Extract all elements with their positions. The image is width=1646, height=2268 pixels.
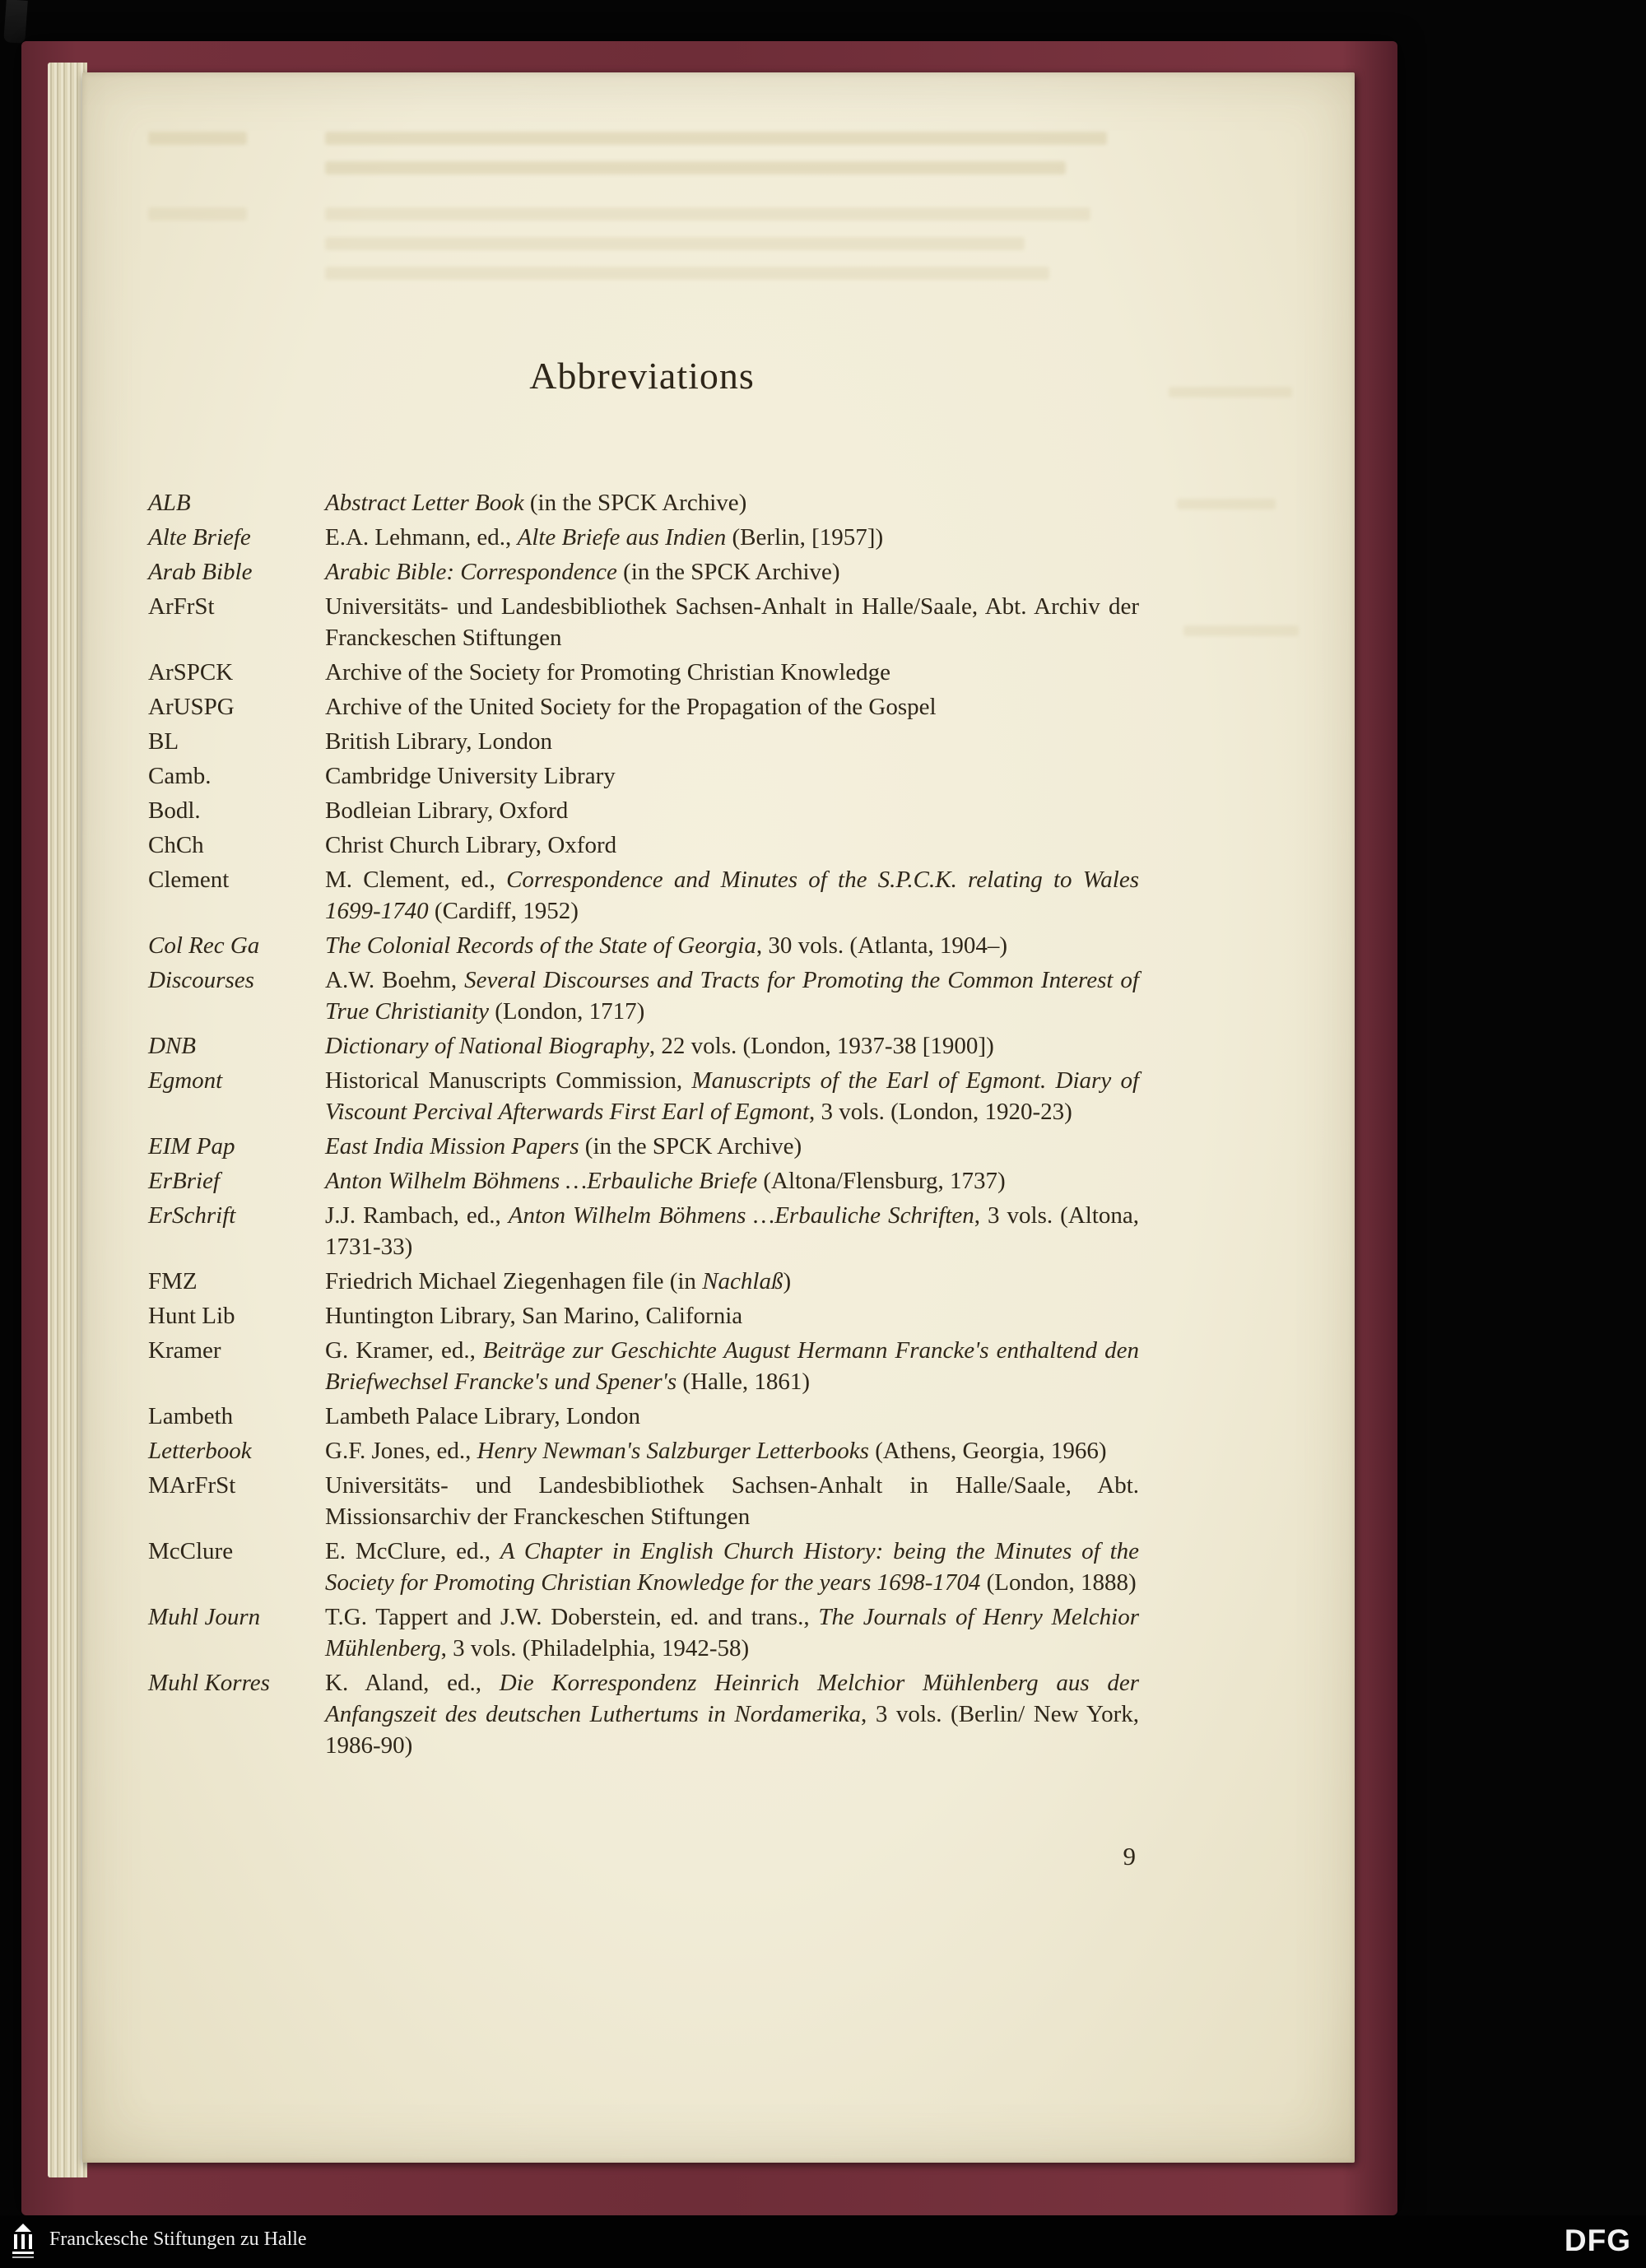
abbreviation-entry: [148, 1065, 1139, 1127]
entry-abbr: Lambeth: [148, 1403, 234, 1429]
entry-abbr: BL: [148, 728, 179, 755]
entry-text-segment: The Colonial Records of the State of Georgia: [325, 932, 756, 959]
entry-text-segment: Die Korrespondenz Heinrich Melchior Mühlenberg aus der Anfangszeit des deutschen Luthertums in Nordamerika: [325, 1670, 1139, 1727]
entry-desc: [325, 556, 1139, 588]
entry-abbr: Alte Briefe: [148, 524, 251, 551]
abbreviation-entry: [148, 1131, 1139, 1162]
abbreviation-entry: [148, 864, 1139, 927]
entry-desc: [325, 1266, 1139, 1297]
entry-text-segment: Nachlaß: [702, 1268, 783, 1294]
abbreviation-entry: [148, 591, 1139, 653]
entry-text-segment: Abstract Letter Book: [325, 490, 524, 516]
entry-text-segment: Friedrich Michael Ziegenhagen file (in: [325, 1268, 703, 1294]
entry-desc: [325, 1200, 1139, 1262]
entry-desc: [325, 1131, 1139, 1162]
entry-desc: [325, 1165, 1139, 1197]
entry-text-segment: (in the SPCK Archive): [616, 559, 840, 585]
abbreviation-entry: [148, 1165, 1139, 1197]
abbreviation-list: [148, 487, 1139, 1764]
entry-desc: [325, 1601, 1139, 1664]
entry-abbr: ErBrief: [148, 1168, 220, 1194]
abbreviation-entry: [148, 1300, 1139, 1332]
entry-text-segment: East India Mission Papers: [325, 1133, 579, 1160]
entry-text-segment: Historical Manuscripts Commission,: [325, 1067, 692, 1094]
entry-text-segment: Huntington Library, San Marino, California: [325, 1303, 743, 1329]
franckesche-stiftungen-logo: [7, 2222, 40, 2261]
entry-text-segment: Bodleian Library, Oxford: [325, 797, 569, 824]
entry-desc: [325, 1065, 1139, 1127]
entry-abbr: EIM Pap: [148, 1133, 235, 1160]
entry-text-segment: ): [783, 1268, 792, 1294]
abbreviation-entry: [148, 1667, 1139, 1761]
entry-abbr: ALB: [148, 490, 191, 516]
entry-text-segment: Universitäts- und Landesbibliothek Sachsen-Anhalt in Halle/Saale, Abt. Archiv der Franckeschen Stiftungen: [325, 593, 1139, 651]
entry-text-segment: , 3 vols. (Philadelphia, 1942-58): [440, 1635, 750, 1661]
entry-desc: [325, 760, 1139, 792]
entry-abbr: Hunt Lib: [148, 1303, 235, 1329]
entry-text-segment: British Library, London: [325, 728, 552, 755]
entry-text-segment: (in the SPCK Archive): [523, 490, 747, 516]
ghost-showthrough: [148, 132, 247, 145]
entry-desc: [325, 864, 1139, 927]
abbreviation-entry: [148, 556, 1139, 588]
entry-text-segment: Alte Briefe aus Indien: [517, 524, 727, 551]
ghost-showthrough: [325, 161, 1066, 174]
entry-text-segment: (Halle, 1861): [677, 1369, 811, 1395]
entry-text-segment: G.F. Jones, ed.,: [325, 1438, 477, 1464]
entry-text-segment: Several Discourses and Tracts for Promoting the Common Interest of True Christianity: [325, 967, 1139, 1025]
entry-abbr: Bodl.: [148, 797, 201, 824]
abbreviation-entry: [148, 1536, 1139, 1598]
ghost-showthrough: [325, 237, 1025, 250]
entry-text-segment: Anton Wilhelm Böhmens …Erbauliche Schriften: [508, 1202, 974, 1229]
entry-desc: [325, 830, 1139, 861]
abbreviation-entry: [148, 1266, 1139, 1297]
stacked-page-edges: [48, 63, 87, 2177]
ghost-showthrough: [1169, 387, 1292, 397]
entry-abbr: ArSPCK: [148, 659, 234, 686]
entry-text-segment: , 30 vols. (Atlanta, 1904–): [756, 932, 1008, 959]
entry-desc: [325, 726, 1139, 757]
entry-text-segment: (London, 1717): [489, 998, 645, 1025]
entry-text-segment: Anton Wilhelm Böhmens …Erbauliche Briefe: [325, 1168, 758, 1194]
entry-desc: [325, 1470, 1139, 1532]
entry-text-segment: , 3 vols. (London, 1920-23): [809, 1099, 1072, 1125]
entry-abbr: ChCh: [148, 832, 204, 858]
entry-desc: [325, 1401, 1139, 1432]
entry-abbr: FMZ: [148, 1268, 198, 1294]
ghost-showthrough: [325, 132, 1107, 145]
entry-text-segment: The Journals of Henry Melchior Mühlenberg: [325, 1604, 1139, 1661]
entry-text-segment: Archive of the Society for Promoting Christian Knowledge: [325, 659, 891, 686]
abbreviation-entry: [148, 795, 1139, 826]
abbreviation-entry: [148, 522, 1139, 553]
entry-text-segment: Archive of the United Society for the Propagation of the Gospel: [325, 694, 937, 720]
entry-desc: [325, 522, 1139, 553]
entry-text-segment: (Berlin, [1957]): [726, 524, 884, 551]
entry-text-segment: M. Clement, ed.,: [325, 867, 507, 893]
entry-abbr: DNB: [148, 1033, 196, 1059]
ghost-showthrough: [325, 207, 1090, 221]
abbreviation-entry: [148, 1401, 1139, 1432]
entry-abbr: Arab Bible: [148, 559, 253, 585]
ghost-showthrough: [325, 267, 1049, 280]
entry-text-segment: , 3 vols. (Berlin/ New York, 1986-90): [325, 1701, 1139, 1759]
entry-abbr: ArFrSt: [148, 593, 215, 620]
abbreviation-entry: [148, 1200, 1139, 1262]
entry-desc: [325, 1300, 1139, 1332]
entry-text-segment: , 3 vols. (Altona, 1731-33): [325, 1202, 1139, 1260]
entry-abbr: ArUSPG: [148, 694, 235, 720]
abbreviation-entry: [148, 1470, 1139, 1532]
entry-desc: [325, 1435, 1139, 1466]
entry-desc: [325, 930, 1139, 961]
ghost-showthrough: [1183, 625, 1299, 636]
entry-abbr: Camb.: [148, 763, 212, 789]
entry-text-segment: , 22 vols. (London, 1937-38 [1900]): [649, 1033, 994, 1059]
entry-abbr: Kramer: [148, 1337, 221, 1364]
entry-abbr: Muhl Korres: [148, 1670, 270, 1696]
entry-abbr: Egmont: [148, 1067, 223, 1094]
entry-text-segment: A Chapter in English Church History: being the Minutes of the Society for Promoting Christian Knowledge for the years 1698-1704: [325, 1538, 1139, 1596]
abbreviation-entry: [148, 760, 1139, 792]
entry-text-segment: K. Aland, ed.,: [325, 1670, 500, 1696]
abbreviation-entry: [148, 1030, 1139, 1062]
entry-text-segment: Beiträge zur Geschichte August Hermann Francke's enthaltend den Briefwechsel Francke's und Spener's: [325, 1337, 1139, 1395]
entry-desc: [325, 964, 1139, 1027]
entry-desc: [325, 487, 1139, 518]
abbreviation-entry: [148, 726, 1139, 757]
entry-abbr: Letterbook: [148, 1438, 252, 1464]
entry-text-segment: (London, 1888): [980, 1569, 1137, 1596]
abbreviation-entry: [148, 1435, 1139, 1466]
bookmark-tassel: [3, 0, 28, 44]
abbreviation-entry: [148, 657, 1139, 688]
entry-desc: [325, 1536, 1139, 1598]
ghost-showthrough: [148, 207, 247, 221]
entry-abbr: Muhl Journ: [148, 1604, 261, 1630]
entry-text-segment: Correspondence and Minutes of the S.P.C.K. relating to Wales 1699-1740: [325, 867, 1139, 924]
entry-text-segment: E.A. Lehmann, ed.,: [325, 524, 518, 551]
page-title: Abbreviations: [529, 355, 755, 397]
entry-text-segment: (in the SPCK Archive): [579, 1133, 802, 1160]
entry-text-segment: G. Kramer, ed.,: [325, 1337, 483, 1364]
entry-text-segment: (Cardiff, 1952): [428, 898, 579, 924]
page-number: 9: [1123, 1842, 1136, 1871]
abbreviation-entry: [148, 964, 1139, 1027]
dfg-logo: DFG: [1564, 2224, 1631, 2257]
entry-desc: [325, 691, 1139, 723]
abbreviation-entry: [148, 487, 1139, 518]
abbreviation-entry: [148, 830, 1139, 861]
entry-text-segment: Dictionary of National Biography: [325, 1033, 649, 1059]
abbreviation-entry: [148, 691, 1139, 723]
entry-abbr: Discourses: [148, 967, 254, 993]
entry-text-segment: Arabic Bible: Correspondence: [325, 559, 617, 585]
entry-desc: [325, 657, 1139, 688]
entry-abbr: ErSchrift: [148, 1202, 236, 1229]
scan-footer-bar: [0, 2215, 1646, 2268]
ghost-showthrough: [1177, 499, 1276, 509]
entry-abbr: Col Rec Ga: [148, 932, 260, 959]
entry-text-segment: J.J. Rambach, ed.,: [325, 1202, 509, 1229]
entry-text-segment: T.G. Tappert and J.W. Doberstein, ed. and trans.,: [325, 1604, 819, 1630]
entry-abbr: Clement: [148, 867, 230, 893]
abbreviation-entry: [148, 930, 1139, 961]
entry-desc: [325, 1335, 1139, 1397]
entry-text-segment: Cambridge University Library: [325, 763, 616, 789]
entry-abbr: MArFrSt: [148, 1472, 236, 1499]
entry-text-segment: E. McClure, ed.,: [325, 1538, 500, 1564]
entry-text-segment: (Altona/Flensburg, 1737): [757, 1168, 1006, 1194]
library-name-label: Franckesche Stiftungen zu Halle: [49, 2228, 307, 2250]
entry-abbr: McClure: [148, 1538, 234, 1564]
entry-desc: [325, 1030, 1139, 1062]
entry-text-segment: Universitäts- und Landesbibliothek Sachsen-Anhalt in Halle/Saale, Abt. Missionsarchiv der Franckeschen Stiftungen: [325, 1472, 1139, 1530]
entry-text-segment: Henry Newman's Salzburger Letterbooks: [477, 1438, 869, 1464]
entry-desc: [325, 591, 1139, 653]
entry-text-segment: (Athens, Georgia, 1966): [868, 1438, 1107, 1464]
entry-desc: [325, 1667, 1139, 1761]
entry-text-segment: Lambeth Palace Library, London: [325, 1403, 641, 1429]
entry-text-segment: Manuscripts of the Earl of Egmont. Diary of Viscount Percival Afterwards First Earl of Egmont: [325, 1067, 1140, 1125]
abbreviation-entry: [148, 1335, 1139, 1397]
abbreviation-entry: [148, 1601, 1139, 1664]
entry-desc: [325, 795, 1139, 826]
entry-text-segment: Christ Church Library, Oxford: [325, 832, 617, 858]
entry-text-segment: A.W. Boehm,: [325, 967, 465, 993]
